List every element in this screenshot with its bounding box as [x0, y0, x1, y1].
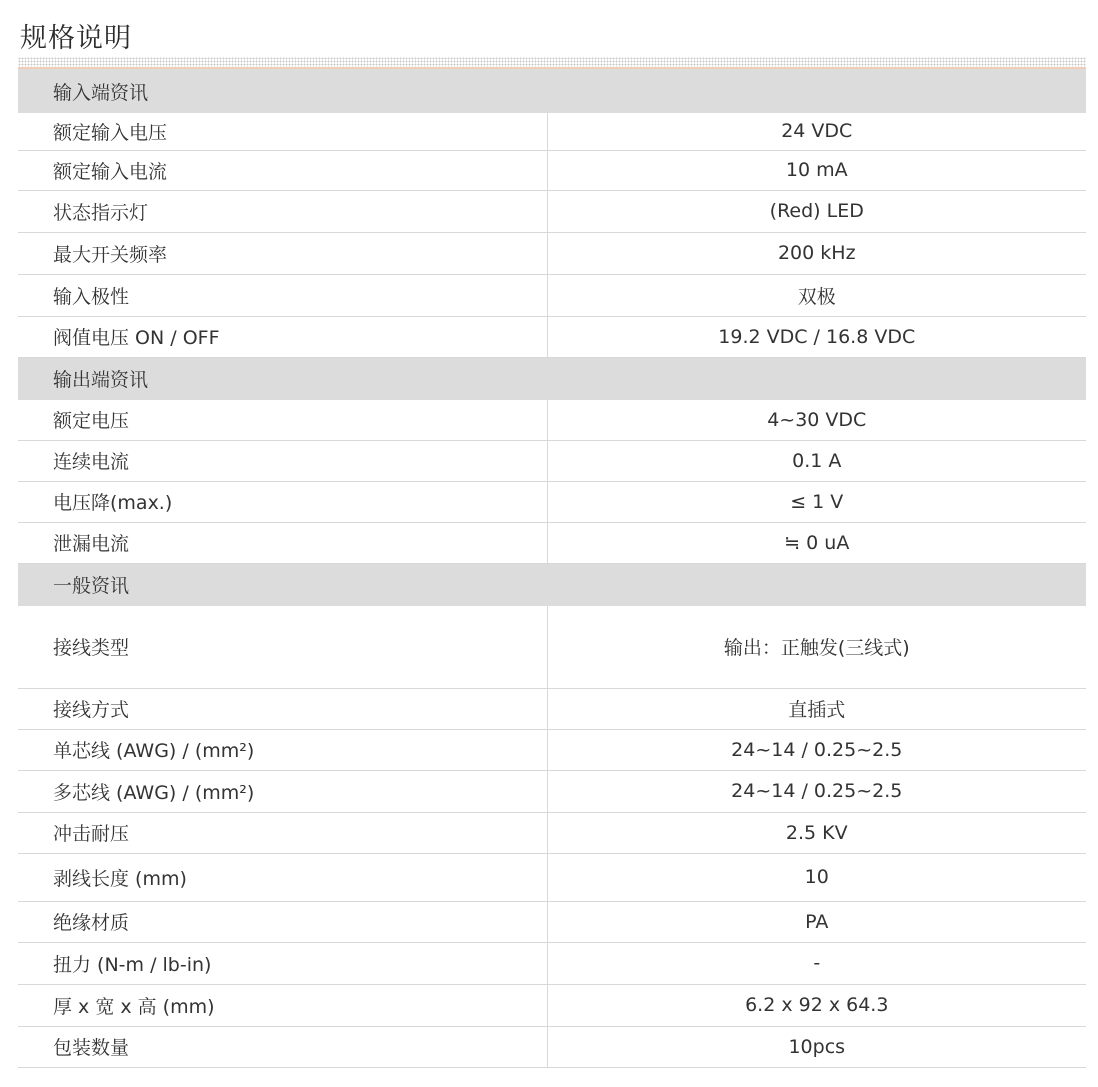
spec-label: 电压降(max.): [18, 481, 547, 522]
spec-value: 4~30 VDC: [547, 400, 1086, 440]
spec-value: 24~14 / 0.25~2.5: [547, 770, 1086, 812]
spec-label: 厚 x 宽 x 高 (mm): [18, 984, 547, 1026]
spec-value: 24~14 / 0.25~2.5: [547, 729, 1086, 770]
section-heading: 输出端资讯: [18, 357, 1086, 400]
spec-row: [18, 190, 1086, 232]
title-divider-dotted: [18, 57, 1086, 67]
spec-value: 0.1 A: [547, 440, 1086, 481]
section-heading: 一般资讯: [18, 563, 1086, 606]
spec-label: 连续电流: [18, 440, 547, 481]
spec-label: 接线类型: [18, 606, 547, 688]
page-title: 规格说明: [20, 23, 132, 54]
spec-row: [18, 274, 1086, 316]
spec-row: [18, 812, 1086, 853]
spec-value: PA: [547, 901, 1086, 942]
spec-label: 阀值电压 ON / OFF: [18, 316, 547, 357]
section-header-general: [18, 563, 1086, 606]
spec-row: [18, 688, 1086, 729]
spec-row: [18, 522, 1086, 563]
spec-label: 冲击耐压: [18, 812, 547, 853]
spec-value: 10: [547, 853, 1086, 901]
spec-value: 10 mA: [547, 150, 1086, 190]
spec-label: 包装数量: [18, 1026, 547, 1067]
section-header-input: [18, 69, 1086, 113]
spec-value: 24 VDC: [547, 113, 1086, 150]
spec-table: [18, 69, 1086, 1068]
spec-row: [18, 1026, 1086, 1067]
spec-label: 状态指示灯: [18, 190, 547, 232]
spec-row: [18, 984, 1086, 1026]
spec-row: [18, 400, 1086, 440]
spec-row: [18, 316, 1086, 357]
spec-row: [18, 606, 1086, 688]
spec-row: [18, 150, 1086, 190]
spec-value: 19.2 VDC / 16.8 VDC: [547, 316, 1086, 357]
spec-label: 额定输入电压: [18, 113, 547, 150]
section-heading: 输入端资讯: [18, 69, 1086, 113]
spec-label: 单芯线 (AWG) / (mm²): [18, 729, 547, 770]
spec-value: 输出：正触发(三线式): [547, 606, 1086, 688]
spec-label: 输入极性: [18, 274, 547, 316]
spec-label: 接线方式: [18, 688, 547, 729]
spec-label: 额定输入电流: [18, 150, 547, 190]
spec-label: 最大开关频率: [18, 232, 547, 274]
spec-label: 多芯线 (AWG) / (mm²): [18, 770, 547, 812]
spec-label: 额定电压: [18, 400, 547, 440]
spec-row: [18, 770, 1086, 812]
spec-row: [18, 853, 1086, 901]
spec-row: [18, 440, 1086, 481]
spec-row: [18, 901, 1086, 942]
spec-value: 10pcs: [547, 1026, 1086, 1067]
spec-row: [18, 481, 1086, 522]
spec-value: 双极: [547, 274, 1086, 316]
section-header-output: [18, 357, 1086, 400]
spec-row: [18, 729, 1086, 770]
spec-value: 200 kHz: [547, 232, 1086, 274]
spec-label: 绝缘材质: [18, 901, 547, 942]
spec-row: [18, 232, 1086, 274]
spec-row: [18, 942, 1086, 984]
spec-value: (Red) LED: [547, 190, 1086, 232]
spec-label: 扭力 (N-m / lb-in): [18, 942, 547, 984]
spec-value: ≤ 1 V: [547, 481, 1086, 522]
spec-label: 剥线长度 (mm): [18, 853, 547, 901]
spec-value: ≒ 0 uA: [547, 522, 1086, 563]
spec-value: 6.2 x 92 x 64.3: [547, 984, 1086, 1026]
spec-value: -: [547, 942, 1086, 984]
spec-value: 2.5 KV: [547, 812, 1086, 853]
spec-value: 直插式: [547, 688, 1086, 729]
spec-row: [18, 113, 1086, 150]
spec-label: 泄漏电流: [18, 522, 547, 563]
